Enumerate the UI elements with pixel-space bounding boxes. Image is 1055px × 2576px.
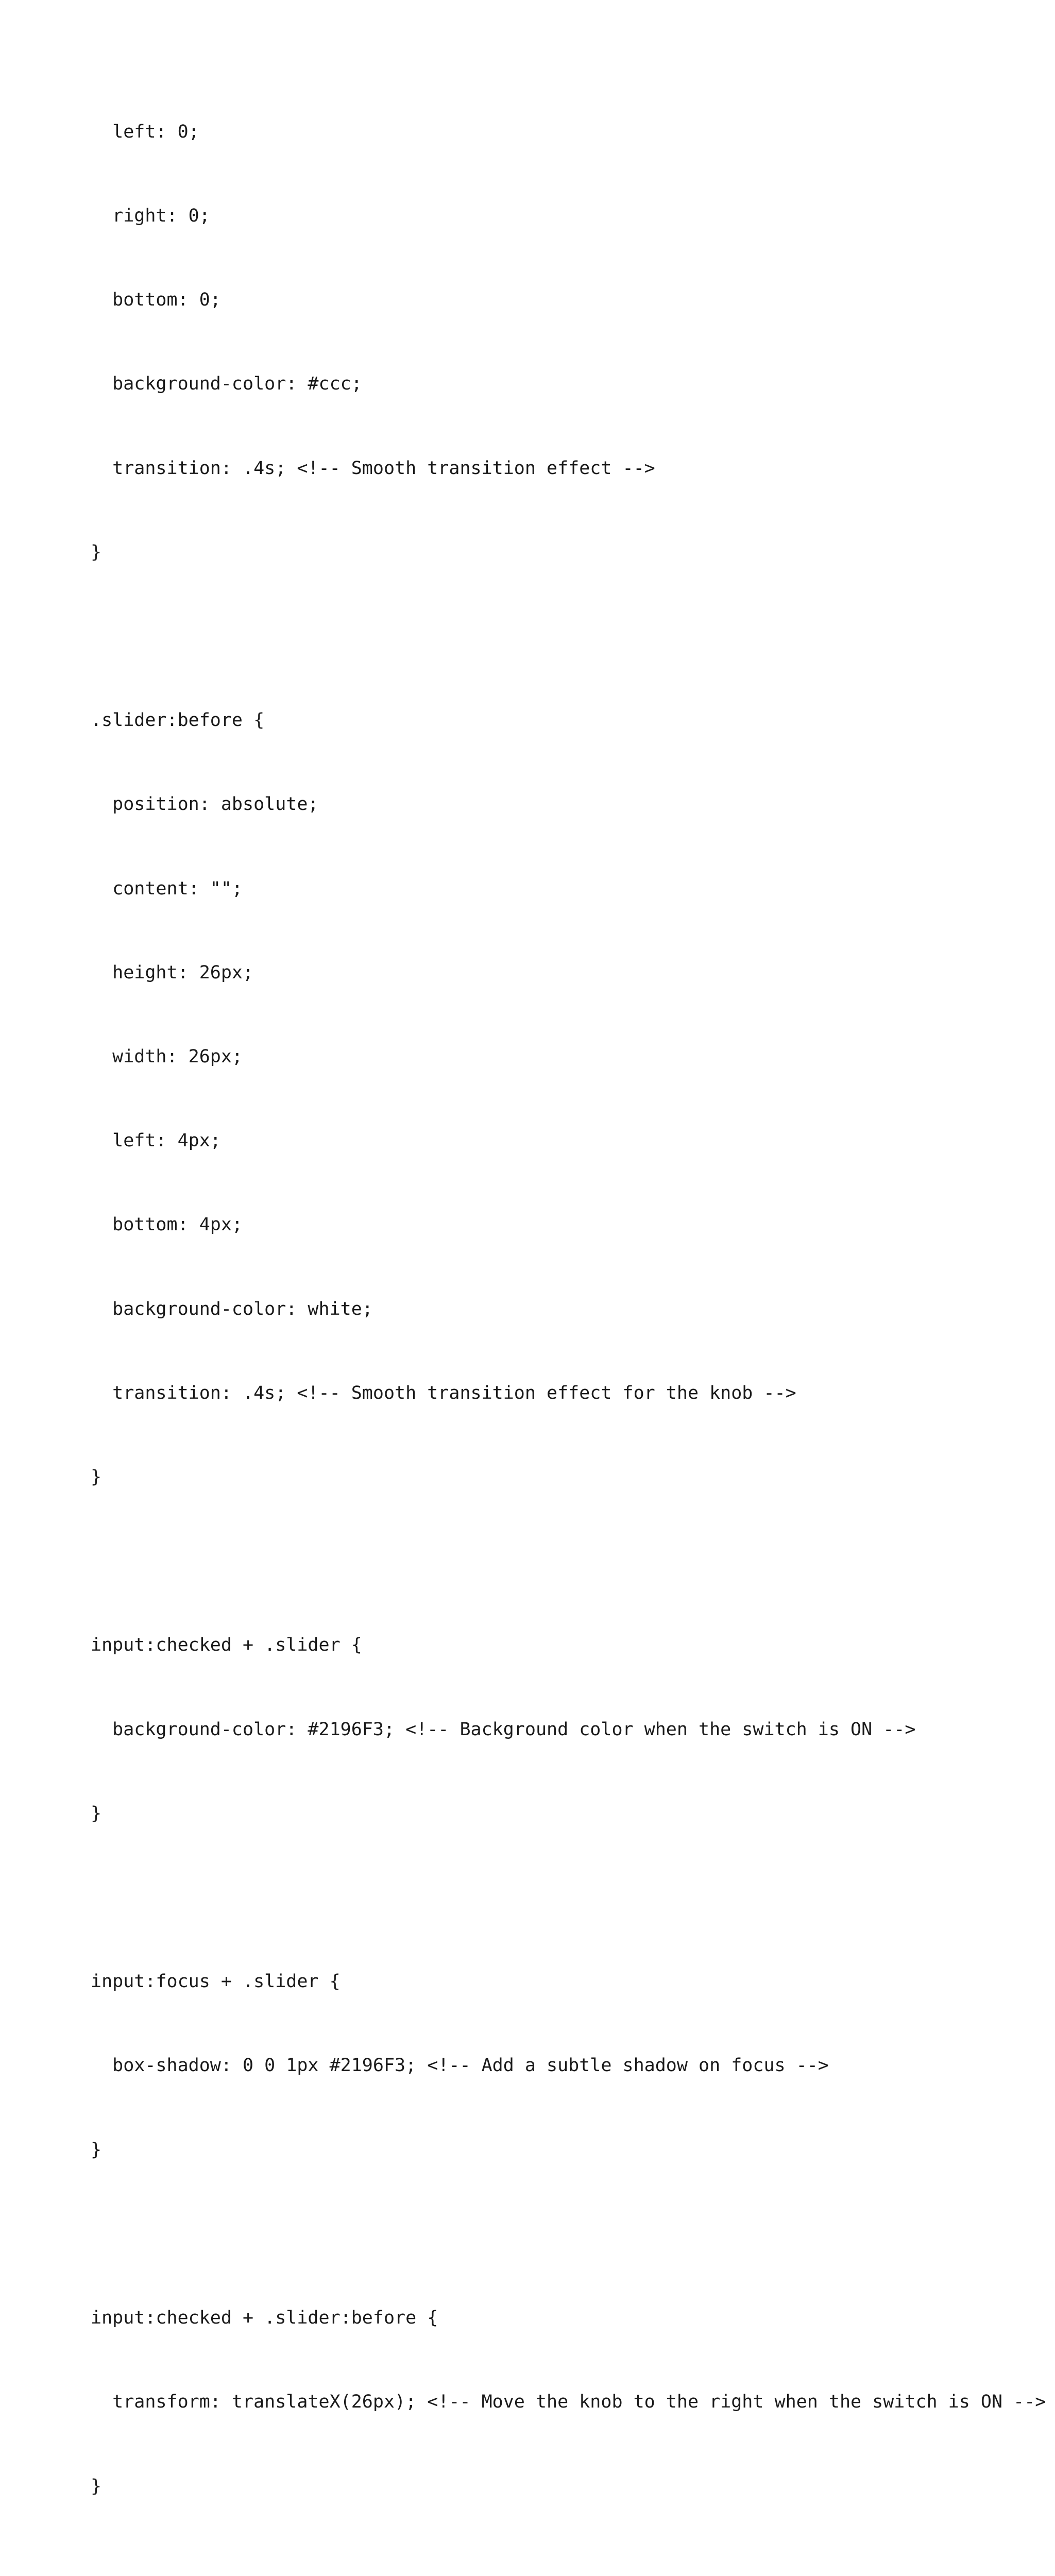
code-line: background-color: white;	[91, 1298, 373, 1319]
code-block	[91, 62, 1046, 2576]
blank-line	[91, 1547, 1028, 1575]
code-line: }	[91, 541, 102, 563]
code-line: transition: .4s; <!-- Smooth transition effect -->	[91, 457, 655, 479]
code-line: background-color: #ccc;	[91, 374, 362, 395]
code-line: }	[91, 1467, 102, 1488]
code-line: position: absolute;	[91, 794, 319, 815]
code-line: }	[91, 1803, 102, 1824]
code-line: bottom: 0;	[91, 290, 221, 311]
code-line: transform: translateX(26px); <!-- Move the knob to the right when the switch is ON -->	[91, 2392, 1046, 2413]
code-line: left: 4px;	[91, 1130, 221, 1151]
code-line: box-shadow: 0 0 1px #2196F3; <!-- Add a subtle shadow on focus -->	[91, 2055, 829, 2076]
blank-line	[91, 622, 1028, 650]
code-line: left: 0;	[91, 121, 199, 142]
blank-line	[91, 1884, 1028, 1911]
code-line: bottom: 4px;	[91, 1214, 243, 1235]
code-line: .slider:before {	[91, 710, 265, 731]
code-line: }	[91, 2476, 102, 2497]
code-line: input:focus + .slider {	[91, 1971, 341, 1992]
code-line: input:checked + .slider:before {	[91, 2308, 438, 2329]
code-line: }	[91, 2139, 102, 2160]
code-line: transition: .4s; <!-- Smooth transition effect for the knob -->	[91, 1382, 796, 1403]
code-line: height: 26px;	[91, 962, 254, 983]
code-line: content: "";	[91, 878, 243, 899]
code-line: input:checked + .slider {	[91, 1635, 362, 1656]
code-line: width: 26px;	[91, 1046, 243, 1067]
blank-line	[91, 2556, 1028, 2576]
blank-line	[91, 2220, 1028, 2248]
code-line: right: 0;	[91, 206, 210, 227]
code-line: background-color: #2196F3; <!-- Background color when the switch is ON -->	[91, 1719, 916, 1740]
